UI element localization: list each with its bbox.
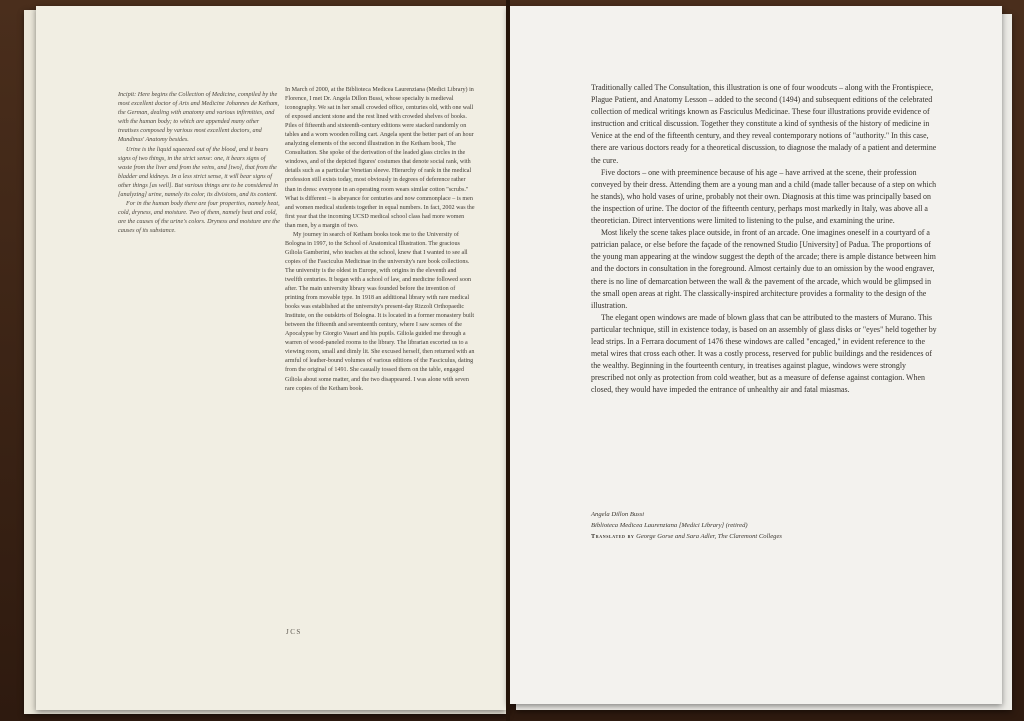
incipit-paragraph: Incipit: Here begins the Collection of Medicine, compiled by the most excellent doctor of Arts and Medicine Johannes de Ketham, the German, dealing with anatomy and various infirmities, and with the human body; to which are appended many other treatises composed by various most excellent doctors, and Mundinus' Anatomy besides.	[118, 91, 280, 144]
book-gutter	[506, 0, 510, 721]
translators: George Gorse and Sara Adler, The Claremont Colleges	[636, 533, 782, 540]
signature-block	[591, 509, 937, 542]
translated-by-label: Translated by	[591, 533, 635, 540]
author-name: Angela Dillon Bussi	[591, 511, 645, 518]
essay-column	[285, 86, 475, 394]
essay-paragraph: In March of 2000, at the Biblioteca Medicea Laurenziana (Medici Library) in Florence, I met Dr. Angela Dillon Bussi, whose specialty is medieval iconography. We sat in her small crowded office, centuries old, with one wall of exposed ancient stone and the rest lined with crowded shelves of books. Piles of fifteenth and sixteenth-century editions were stacked randomly on tables and a worn wooden rolling cart. Angela spent the better part of an hour analyzing elements of the second illustration in the Ketham book, The Consultation. She spoke of the derivation of the leaded glass circles in the windows, and of the depicted figures' costumes that denote social rank, with details such as a particular Venetian sleeve. Hierarchy of rank in the medical profession still exists today, most obviously in degrees of deference rather than in dress: everyone in an operating room wears similar cotton "scrubs." What is different – is abeyance for centuries and now commonplace – is men and women medical students together in equal numbers. In fact, 2002 was the first year that the incoming UCSD medical school class had more women than men, by a margin of two.	[285, 87, 475, 229]
incipit-paragraph: For in the human body there are four properties, namely heat, cold, dryness, and moisture. Two of them, namely heat and cold, are the causes of the urine's colors. Dryness and moisture are the causes of its substance.	[118, 200, 280, 235]
folio-initials: JCS	[286, 628, 302, 636]
essay-paragraph: My journey in search of Ketham books took me to the University of Bologna in 1997, to the School of Anatomical Illustration. The gracious Giliola Gamberini, who teaches at the school, knew that I wanted to see all copies of the Fasciculus Medicinae in the university's rare book collections. The university is the oldest in Europe, with origins in the eleventh and twelfth centuries. It began with a school of law, and medicine followed soon after. The main university library was founded before the invention of printing from movable type. In 1918 an additional library with rare medical books was established at the university's present-day Rizzoli Orthopaedic Institute, on the outskirts of Bologna. It is located in a former monastery built between the fifteenth and seventeenth century, where I saw scenes of the Apocalypse by Giorgio Vasari and his pupils. Giliola guided me through a warren of wood-paneled rooms to the library. The librarian escorted us to a viewing room, small and dimly lit. She excused herself, then returned with an armful of leather-bound volumes of various editions of the Fasciculus, dating from the original of 1491. She casually tossed them on the table, engaged Giliola about some matter, and the two disappeared. I was alone with seven rare copies of the Ketham book.	[285, 231, 475, 392]
essay-paragraph: Most likely the scene takes place outside, in front of an arcade. One imagines oneself in a courtyard of a patrician palace, or else before the façade of the renowned Studio [University] of Padua. The proportions of the young man appearing at the window suggest the depth of the arcade; there is ample distance between him and the doctors in consultation in the foreground. Almost certainly due to an omission by the wood engraver, there is no line of demarcation between the wall & the pavement of the arcade, which would be glimpsed in the small open areas at right. The classically-inspired architecture provides a formality to the design of the illustration.	[591, 228, 936, 310]
essay-paragraph: Traditionally called The Consultation, this illustration is one of four woodcuts – along with the Frontispiece, Plague Patient, and Anatomy Lesson – added to the second (1494) and subsequent editions of the celebrated collection of medical writings known as Fasciculus Medicinae. These four illustrations provide evidence of instruction and critical discussion. Together they constitute a kind of synthesis of the history of medicine in Venice at the end of the fifteenth century, and they reveal contemporary notions of "authority." In this case, there are various doctors ready for a theoretical discussion, to diagnose the malady of a patient and determine the cure.	[591, 83, 937, 165]
incipit-paragraph: Urine is the liquid squeezed out of the blood, and it bears signs of two things, in the strict sense: one, it bears signs of waste from the liver and from the veins, and [two], that from the bladder and kidneys. In a less strict sense, it will bear signs of other things [as well]. But various things are to be considered in [analyzing] urine, namely its color, its divisions, and its content.	[118, 145, 279, 199]
consultation-essay	[591, 82, 937, 396]
incipit-column	[118, 90, 280, 236]
translation-credit	[591, 531, 937, 542]
essay-paragraph: The elegant open windows are made of blown glass that can be attributed to the masters of Murano. This particular technique, still in existence today, is based on an assembly of glass disks or "eyes" held together by lead strips. In a Ferrara document of 1476 these windows are called "encaged," in evident reference to the metal wires that cross each other. It was a costly process, reserved for public buildings and the residences of the wealthy. Beginning in the fourteenth century, in treatises against plague, windows were strongly prescribed not only as protection from cold weather, but as a measure of defense against contagion. When closed, they would have impeded the entrance of unhealthy air and fatal miasmas.	[591, 312, 937, 395]
essay-paragraph: Five doctors – one with preeminence because of his age – have arrived at the scene, their profession conveyed by their dress. Attending them are a young man and a child (made taller because of a step on which he stands), who hold vases of urine, probably not their own. Diagnosis at this time was principally based on the inspection of urine. The doctor of the fifteenth century, perhaps most markedly in Italy, was above all a theoretician. Direct interventions were limited to listening to the pulse, and examining the urine.	[591, 167, 937, 226]
author-affiliation: Biblioteca Medicea Laurenziana [Medici Library] (retired)	[591, 522, 748, 529]
